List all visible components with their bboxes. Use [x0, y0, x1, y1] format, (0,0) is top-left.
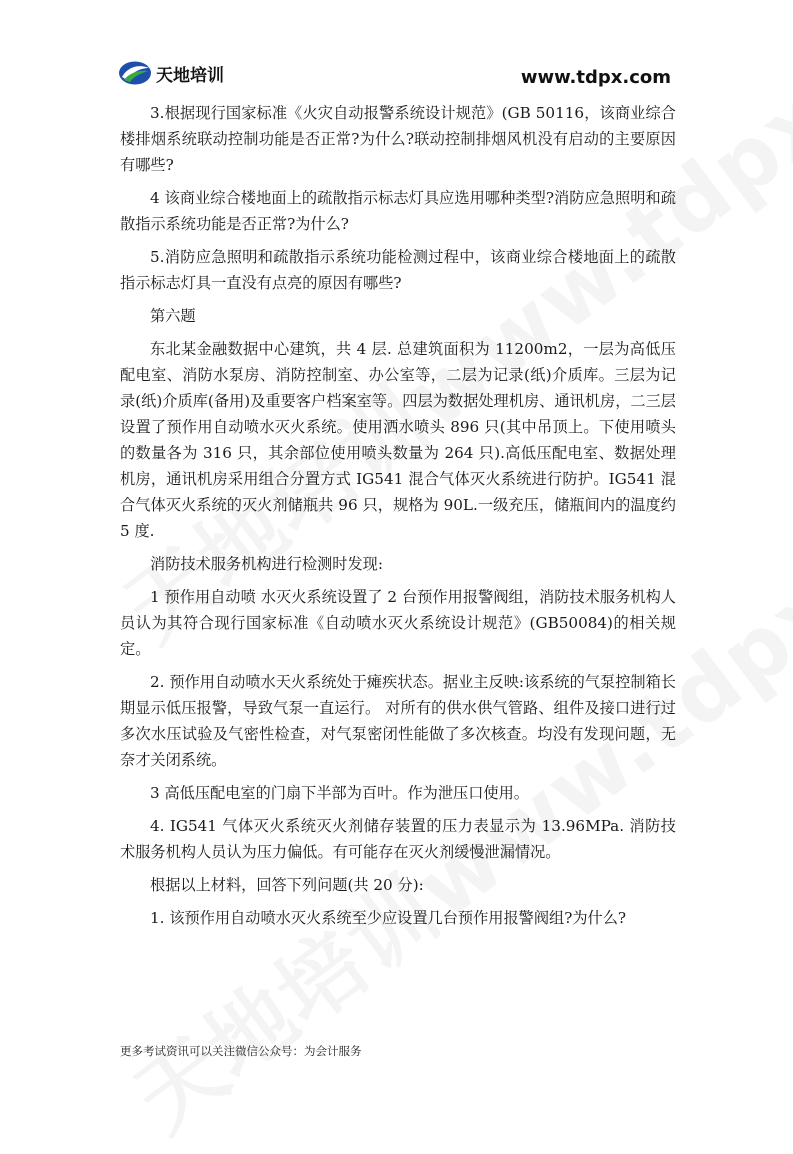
page-header	[0, 0, 793, 100]
question-3: 3.根据现行国家标准《火灾自动报警系统设计规范》(GB 50116，该商业综合楼排烟系统联动控制功能是否正常?为什么?联动控制排烟风机没有启动的主要原因有哪些?	[120, 104, 676, 174]
logo-icon	[118, 60, 152, 86]
section-heading: 第六题	[150, 307, 196, 325]
finding-4: 4. IG541 气体灭火系统灭火剂储存装置的压力表显示为 13.96MPa. 消防技术服务机构人员认为压力偏低。有可能存在灭火剂缓慢泄漏情况。	[120, 817, 676, 861]
logo-text: 天地培训	[156, 65, 224, 86]
question-5: 5.消防应急照明和疏散指示系统功能检测过程中，该商业综合楼地面上的疏散指示标志灯具一直没有点亮的原因有哪些?	[120, 248, 676, 292]
case-description: 东北某金融数据中心建筑，共 4 层. 总建筑面积为 11200m2，一层为高低压配电室、消防水泵房、消防控制室、办公室等，二层为记录(纸)介质库。三层为记录(纸)介质库(备用)及重要客户档案室等。四层为数据处理机房、通讯机房，二三层设置了预作用自动喷水灭火系统。使用洒水喷头 896 只(其中吊顶上。下使用喷头的数量各为 316 只，其余部位使用喷头数量为 264 只).高低压配电室、数据处理机房，通讯机房采用组合分置方式 IG541 混合气体灭火系统进行防护。IG541 混合气体灭火系统的灭火剂储瓶共 96 只，规格为 90L.一级充压，储瓶间内的温度约 5 度.	[120, 340, 676, 540]
document-body	[120, 100, 676, 938]
brand-logo[interactable]	[118, 60, 224, 86]
finding-3: 3 高低压配电室的门扇下半部为百叶。作为泄压口使用。	[150, 784, 529, 802]
questions-intro: 根据以上材料，回答下列问题(共 20 分):	[150, 876, 424, 894]
findings-intro: 消防技术服务机构进行检测时发现:	[150, 555, 383, 573]
finding-2: 2. 预作用自动喷水天火系统处于瘫疾状态。据业主反映:该系统的气泵控制箱长期显示低压报警，导致气泵一直运行。 对所有的供水供气管路、组件及接口进行过多次水压试验及气密性检查，对气泵密闭性能做了多次核查。均没有发现问题，无奈才关闭系统。	[120, 673, 676, 769]
page-footer: 更多考试资讯可以关注微信公众号：为会计服务	[120, 1044, 362, 1058]
site-url[interactable]: www.tdpx.com	[520, 67, 671, 88]
question-1: 1. 该预作用自动喷水灭火系统至少应设置几台预作用报警阀组?为什么?	[150, 909, 627, 927]
question-4: 4 该商业综合楼地面上的疏散指示标志灯具应选用哪种类型?消防应急照明和疏散指示系统功能是否正常?为什么?	[120, 189, 676, 233]
finding-1: 1 预作用自动喷 水灭火系统设置了 2 台预作用报警阀组，消防技术服务机构人员认为其符合现行国家标准《自动喷水灭火系统设计规范》(GB50084)的相关规定。	[120, 588, 676, 658]
